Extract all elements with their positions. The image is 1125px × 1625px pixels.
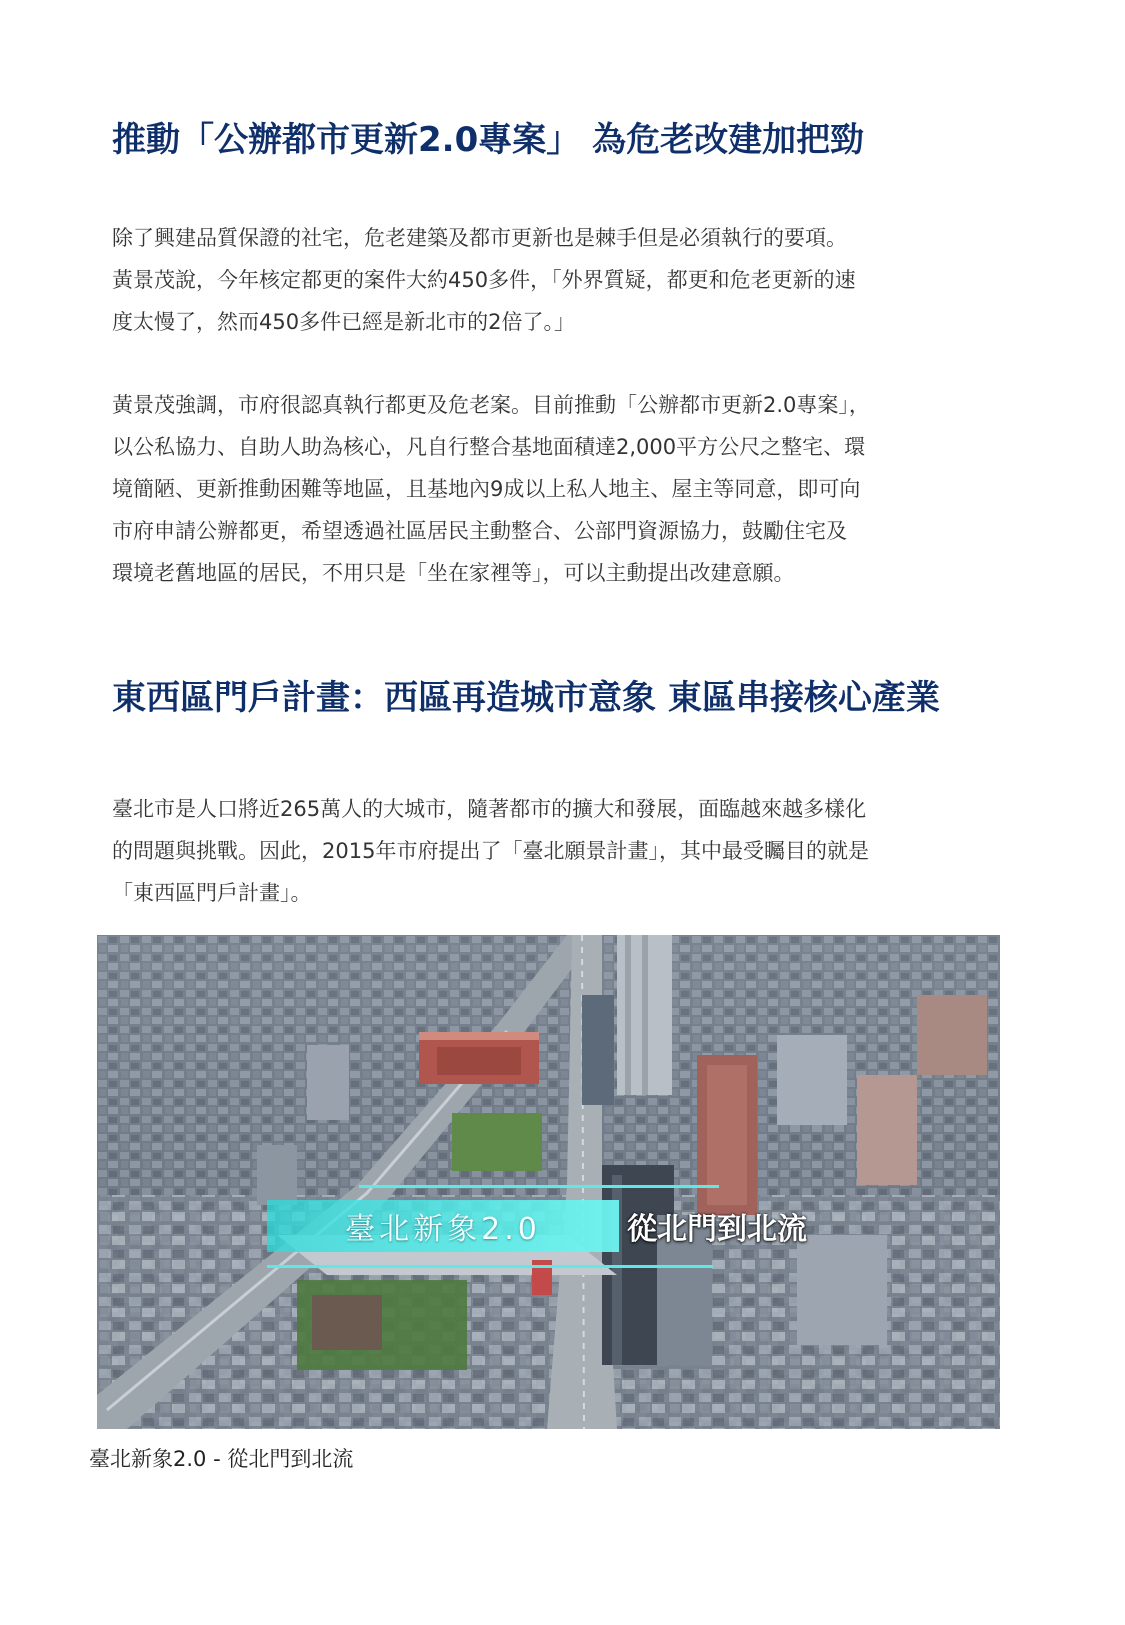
figure-caption: 臺北新象2.0 - 從北門到北流: [89, 1447, 354, 1471]
paragraph-line: 臺北市是人口將近265萬人的大城市，隨著都市的擴大和發展，面臨越來越多樣化: [112, 797, 867, 821]
section-heading-2: 東西區門戶計畫：西區再造城市意象 東區串接核心產業: [112, 678, 940, 718]
paragraph-line: 「東西區門戶計畫」。: [112, 881, 312, 905]
paragraph-line: 度太慢了，然而450多件已經是新北市的2倍了。」: [112, 310, 575, 334]
paragraph-line: 以公私協力、自助人助為核心，凡自行整合基地面積達2,000平方公尺之整宅、環: [112, 435, 866, 459]
paragraph-1: [112, 217, 1032, 343]
video-subtitle-banner: 從北門到北流: [627, 1212, 807, 1247]
video-title-banner: 臺北新象2.0: [267, 1200, 619, 1252]
paragraph-line: 市府申請公辦都更，希望透過社區居民主動整合、公部門資源協力，鼓勵住宅及: [112, 519, 847, 543]
paragraph-3: [112, 788, 1032, 914]
aerial-city-illustration: [97, 935, 1000, 1429]
paragraph-line: 除了興建品質保證的社宅，危老建築及都市更新也是棘手但是必須執行的要項。: [112, 226, 847, 250]
paragraph-line: 黃景茂說，今年核定都更的案件大約450多件，「外界質疑，都更和危老更新的速: [112, 268, 856, 292]
section-heading-1: 推動「公辦都市更新2.0專案」 為危老改建加把勁: [112, 120, 865, 160]
banner-accent-line-bottom: [267, 1265, 713, 1268]
aerial-city-photo: [97, 935, 1000, 1429]
banner-accent-line-top: [359, 1185, 719, 1188]
paragraph-line: 環境老舊地區的居民，不用只是「坐在家裡等」，可以主動提出改建意願。: [112, 561, 795, 585]
paragraph-line: 境簡陋、更新推動困難等地區，且基地內9成以上私人地主、屋主等同意，即可向: [112, 477, 861, 501]
paragraph-line: 的問題與挑戰。因此，2015年市府提出了「臺北願景計畫」，其中最受矚目的就是: [112, 839, 869, 863]
paragraph-2: [112, 384, 1032, 594]
paragraph-line: 黃景茂強調，市府很認真執行都更及危老案。目前推動「公辦都市更新2.0專案」，: [112, 393, 870, 417]
